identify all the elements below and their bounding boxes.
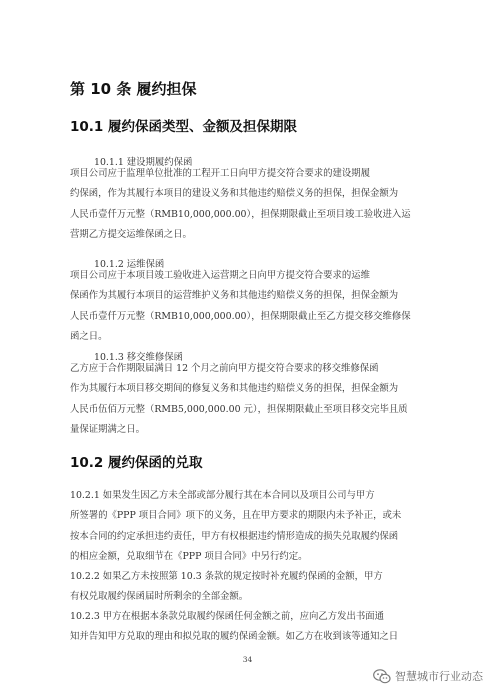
clause-10-1-3-heading: 10.1.3 移交维修保函: [94, 352, 184, 363]
text-line: 知并告知甲方兑取的理由和拟兑取的履约保函金额。如乙方在收到该等通知之日: [70, 631, 399, 643]
text-line: 约保函，作为其履行本项目的建设义务和其他违约赔偿义务的担保，担保金额为: [70, 188, 399, 200]
text-line: 10.2.2 如果乙方未按照第 10.3 条款的规定按时补充履约保函的金额，甲方: [70, 571, 383, 582]
section-10-1-title: 10.1 履约保函类型、金额及担保期限: [70, 119, 298, 135]
section-10-2-title: 10.2 履约保函的兑取: [70, 455, 203, 471]
clause-10-1-2-body: [70, 266, 426, 347]
text-line: 人民币伍佰万元整（RMB5,000,000.00 元），担保期限截止至项目移交完毕且质: [70, 403, 408, 415]
watermark-text: 智慧城市行业动态: [395, 670, 483, 683]
text-line: 作为其履行本项目移交期间的修复义务和其他违约赔偿义务的担保，担保金额为: [70, 383, 399, 395]
text-line: 10.2.3 甲方在根据本条款兑取履约保函任何金额之前，应向乙方发出书面通: [70, 611, 385, 622]
watermark: [373, 668, 483, 684]
text-line: 按本合同的约定承担违约责任，甲方有权根据违约情形造成的损失兑取履约保函: [70, 530, 399, 542]
text-line: 10.2.1 如果发生因乙方未全部或部分履行其在本合同以及项目公司与甲方: [70, 490, 375, 501]
text-line: 量保证期满之日。: [70, 423, 146, 435]
clause-10-1-3-body: [70, 359, 426, 440]
text-line: 的相应金额，兑取细节在《PPP 项目合同》中另行约定。: [70, 550, 308, 562]
text-line: 项目公司应于监理单位批准的工程开工日向甲方提交符合要求的建设期履: [70, 168, 371, 179]
text-line: 人民币壹仟万元整（RMB10,000,000.00），担保期限截止至项目竣工验收进入运: [70, 208, 411, 220]
text-line: 所签署的《PPP 项目合同》项下的义务，且在甲方要求的期限内未予补正，或未: [70, 510, 402, 522]
article-title: 第 10 条 履约担保: [70, 80, 197, 98]
page-number: 34: [242, 655, 253, 664]
text-line: 人民币壹仟万元整（RMB10,000,000.00），担保期限截止至乙方提交移交维修保: [70, 310, 411, 322]
text-line: 乙方应于合作期限届满日 12 个月之前向甲方提交符合要求的移交维修保函: [70, 363, 379, 374]
clause-10-2-2-body: [70, 567, 426, 608]
text-line: 项目公司应于本项目竣工验收进入运营期之日向甲方提交符合要求的运维: [70, 270, 371, 281]
clause-10-2-3-body: [70, 607, 426, 648]
text-line: 保函作为其履行本项目的运营维护义务和其他违约赔偿义务的担保，担保金额为: [70, 290, 399, 302]
clause-10-1-1-body: [70, 164, 426, 245]
text-line: 有权兑取履约保函届时所剩余的全部金额。: [70, 591, 249, 603]
clause-10-1-1-heading: 10.1.1 建设期履约保函: [94, 157, 193, 168]
clause-10-1-2-heading: 10.1.2 运维保函: [94, 259, 165, 270]
clause-10-2-1-body: [70, 486, 426, 567]
wechat-icon: [373, 669, 391, 684]
text-line: 营期乙方提交运维保函之日。: [70, 228, 192, 240]
text-line: 函之日。: [70, 330, 108, 342]
